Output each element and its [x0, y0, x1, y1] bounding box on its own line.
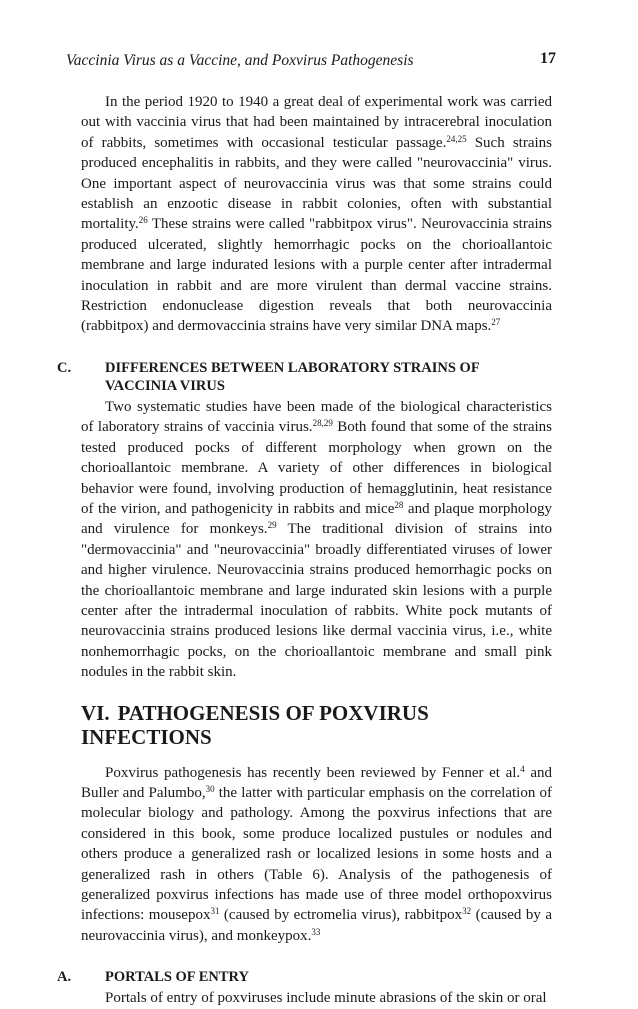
citation-ref: 4: [520, 763, 525, 774]
section-heading-vi: VI. PATHOGENESIS OF POXVIRUS INFECTIONS: [81, 700, 429, 749]
page-number: 17: [540, 50, 556, 67]
paragraph-neurovaccinia: In the period 1920 to 1940 a great deal of experimental work was carried out with vaccinia virus that had been maintained by intracerebral inoculation of rabbits, sometimes with occasional testicular passage.$^{24,25}$ Such strains produced encephalitis in rabbits, and they were called "neurovaccinia" virus. One important aspect of neurovaccinia virus was that some strains could establish an enzootic disease in rabbit colonies, often with substantial mortality.$^{26}$ These strains were called "rabbitpox virus". Neurovaccinia strains produced ulcerated, slightly hemorrhagic pocks on the chorioallantoic membrane and large indurated lesions with a purple center after intradermal inoculation in rabbit and are more virulent than dermal vaccine strains. Restriction endonuclease digestion reveals that both neurovaccinia (rabbitpox) and dermovaccinia strains have very similar DNA maps.$^{27}$: [81, 94, 552, 335]
paragraph-portals: Portals of entry of poxviruses include minute abrasions of the skin or oral: [105, 990, 547, 1007]
paragraph-pathogenesis: Poxvirus pathogenesis has recently been reviewed by Fenner et al.$^4$ and Buller and Palumbo,$^{30}$ the latter with particular emphasis on the correlation of molecular biology and pathology. Among the poxvirus infections that are considered in this book, some produce localized pustules or nodules and others produce a generalized rash or localized lesions in some hosts and a generalized rash in others (Table 6). Analysis of the pathogenesis of generalized poxvirus infections has made use of three model orthopoxvirus infections: mousepox$^{31}$ (caused by ectromelia virus), rabbitpox$^{32}$ (caused by a neurovaccinia virus), and monkeypox.$^{33}$: [81, 763, 552, 944]
citation-ref: 31: [210, 906, 220, 917]
citation-ref: 24,25: [446, 133, 467, 144]
citation-ref: 33: [311, 926, 321, 937]
citation-ref: 27: [491, 317, 501, 328]
citation-ref: 32: [462, 906, 472, 917]
running-head: Vaccinia Virus as a Vaccine, and Poxvirus Pathogenesis: [66, 52, 414, 69]
citation-ref: 30: [205, 783, 215, 794]
citation-ref: 29: [267, 520, 277, 531]
section-heading-c: C. DIFFERENCES BETWEEN LABORATORY STRAINS OF VACCINIA VIRUS: [57, 359, 480, 394]
section-heading-a: A. PORTALS OF ENTRY: [57, 969, 249, 986]
citation-ref: 28,29: [312, 418, 333, 429]
page-body: [57, 92, 552, 1009]
citation-ref: 28: [394, 499, 404, 510]
citation-ref: 26: [138, 215, 148, 226]
paragraph-lab-strains: Two systematic studies have been made of the biological characteristics of laboratory strains of vaccinia virus.$^{28,29}$ Both found that some of the strains tested produced pocks of different morphology when grown on the chorioallantoic membrane. A variety of other differences in biological behavior were found, involving production of hemagglutinin, heat resistance of the virion, and pathogenicity in rabbits and mice$^{28}$ and plaque morphology and virulence for monkeys.$^{29}$ The traditional division of strains into "dermovaccinia" and "neurovaccinia" broadly differentiated viruses of lower and higher virulence. Neurovaccinia strains produced hemorrhagic pocks on the chorioallantoic membrane and large indurated skin lesions with a purple center after the intradermal inoculation of rabbits. White pock mutants of neurovaccinia strains produced lesions like dermal vaccinia virus, i.e., white nonhemorrhagic pocks, on the chorioallantoic membrane and small pink nodules in the rabbit skin.: [81, 398, 552, 681]
